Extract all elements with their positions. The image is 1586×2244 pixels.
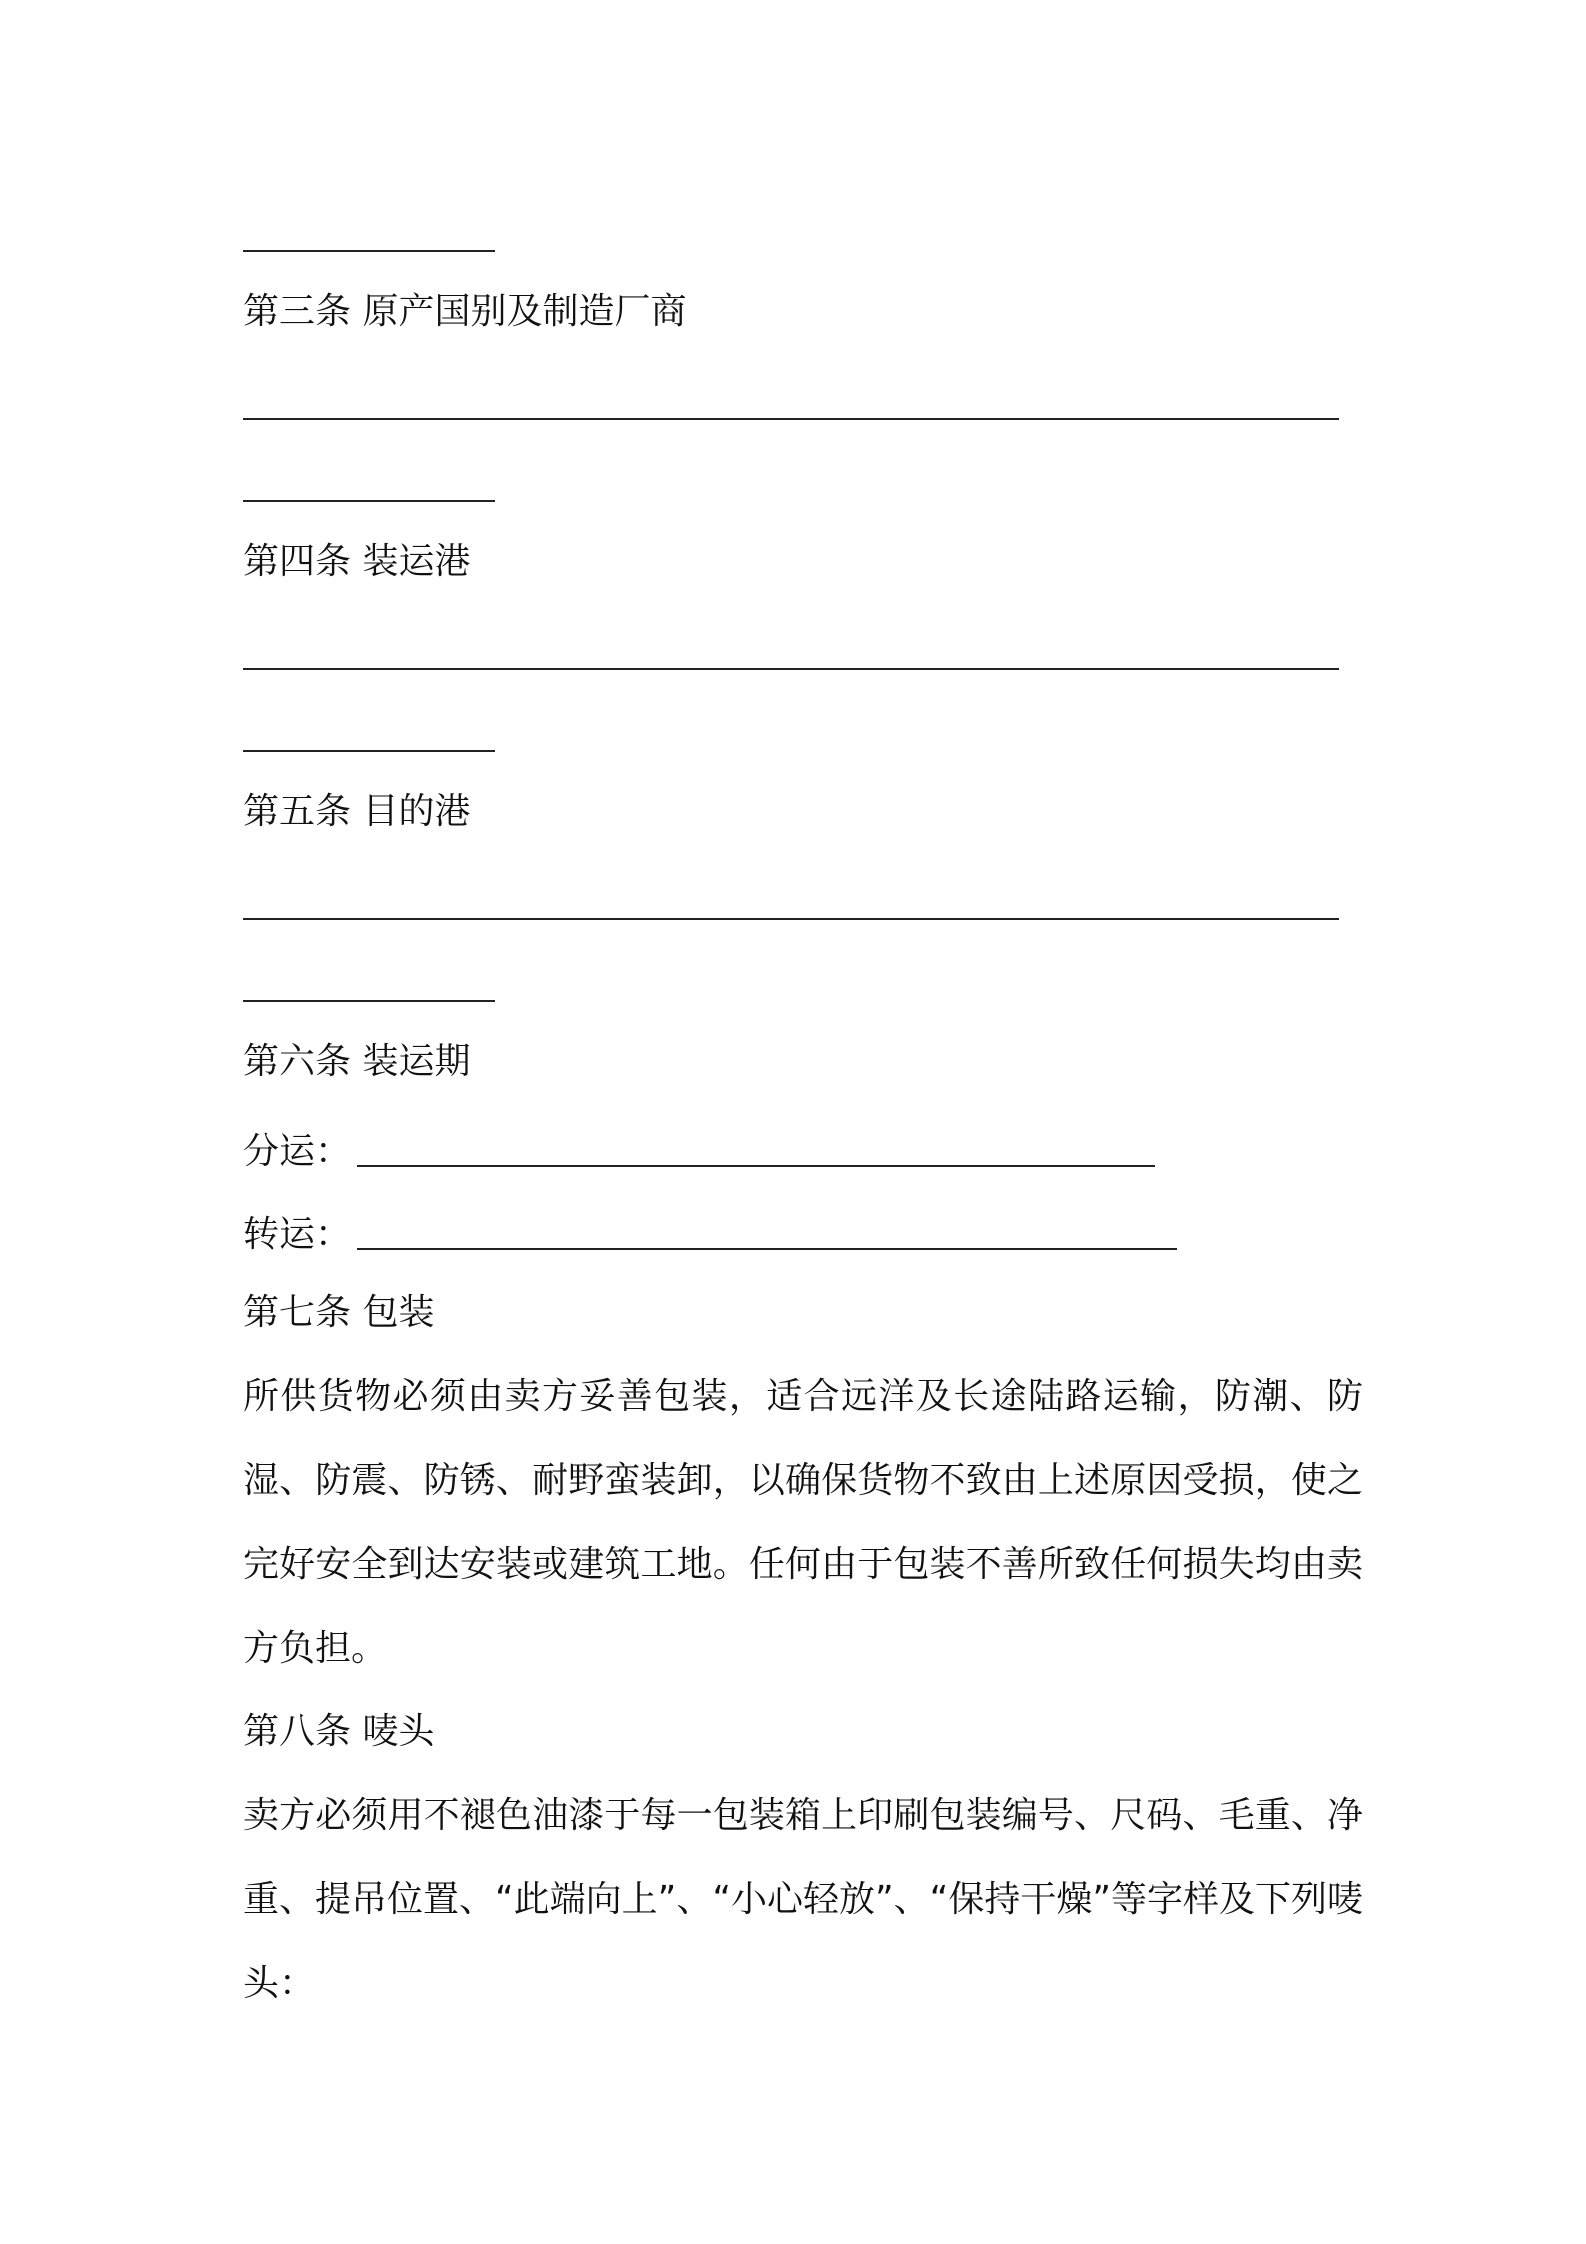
partial-shipment-blank [357,1165,1155,1167]
fill-in-blank-line [243,250,495,252]
partial-shipment-row [243,1128,1155,1176]
article-7-body: 所供货物必须由卖方妥善包装，适合远洋及长途陆路运输，防潮、防湿、防震、防锈、耐野蛮装卸，以确保货物不致由上述原因受损，使之完好安全到达安装或建筑工地。任何由于包装不善所致任何损失均由卖方负担。 [243,1376,1363,1669]
transshipment-blank [357,1248,1177,1250]
fill-in-blank-line [243,668,1339,670]
fill-in-blank-line [243,750,495,752]
article-4-heading: 第四条 装运港 [243,541,471,582]
transshipment-label: 转运： [243,1214,352,1255]
fill-in-blank-line [243,1000,495,1002]
fill-in-blank-line [243,418,1339,420]
article-8-heading: 第八条 唛头 [243,1711,435,1752]
article-8-body: 卖方必须用不褪色油漆于每一包装箱上印刷包装编号、尺码、毛重、净重、提吊位置、“此端向上”、“小心轻放”、“保持干燥”等字样及下列唛头： [243,1795,1363,2004]
transshipment-row [243,1211,1177,1259]
article-3-heading: 第三条 原产国别及制造厂商 [243,291,687,332]
article-7-heading: 第七条 包装 [243,1292,435,1333]
partial-shipment-label: 分运： [243,1131,352,1172]
article-6-heading: 第六条 装运期 [243,1041,471,1082]
fill-in-blank-line [243,918,1339,920]
fill-in-blank-line [243,500,495,502]
article-5-heading: 第五条 目的港 [243,791,471,832]
